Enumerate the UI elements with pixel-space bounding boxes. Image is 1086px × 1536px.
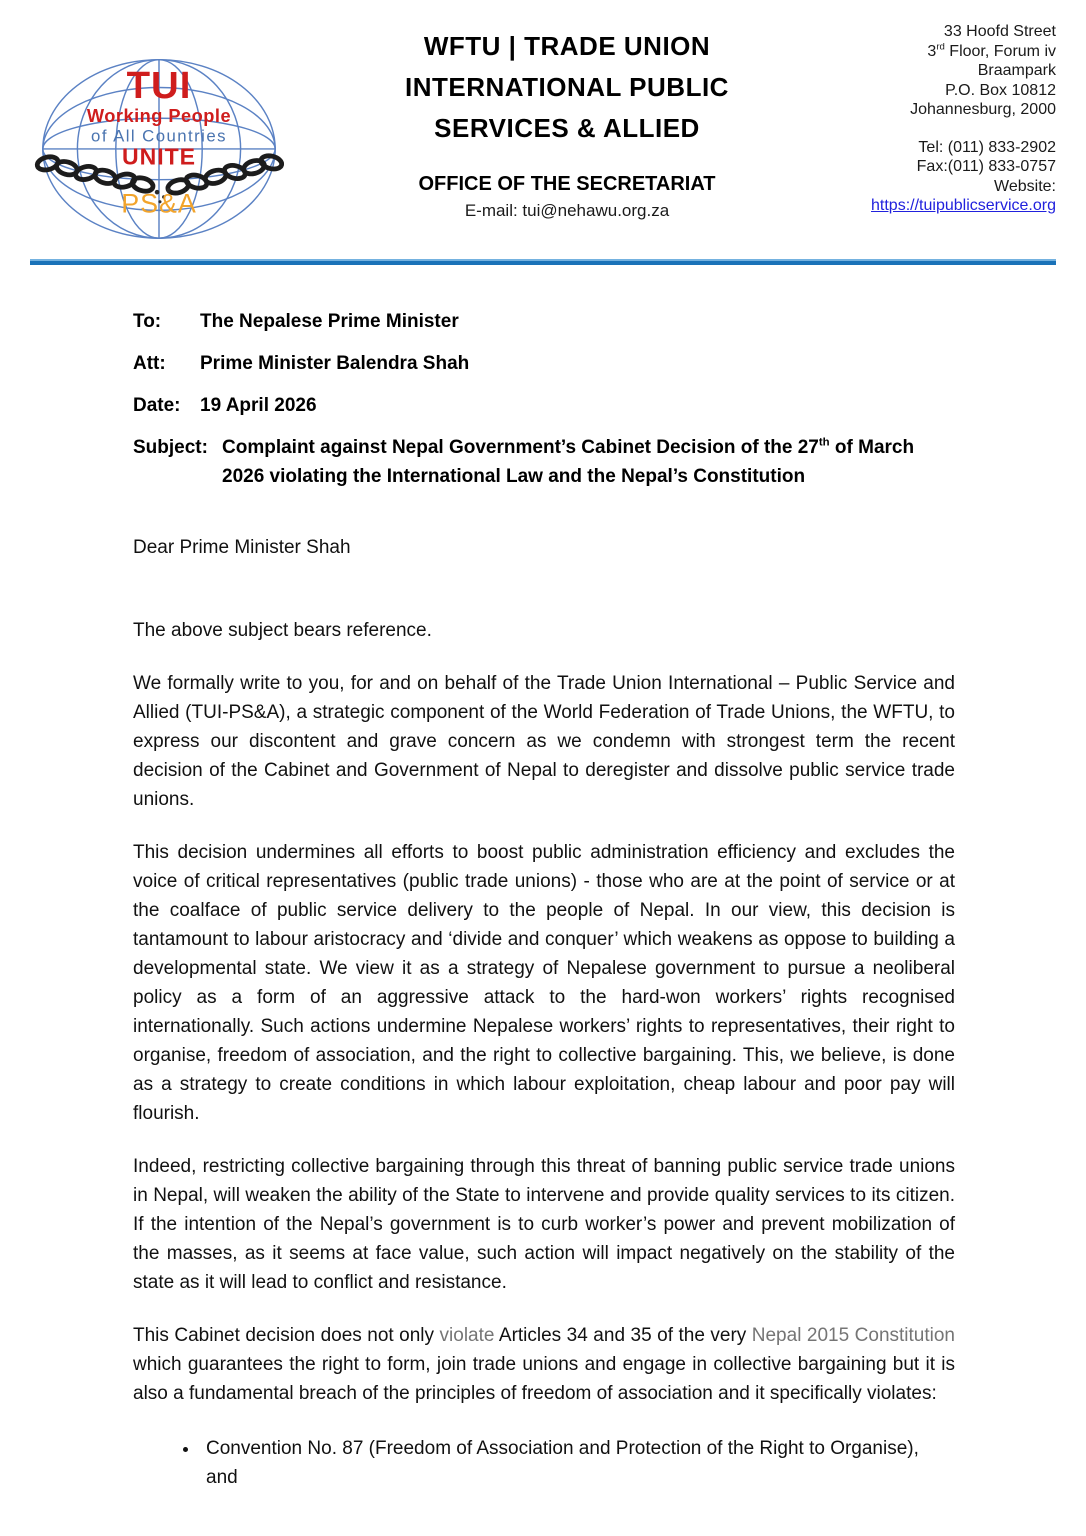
att-value: Prime Minister Balendra Shah [200, 353, 470, 374]
website-label: Website: [994, 177, 1056, 195]
meta-att [133, 349, 955, 378]
logo-tagline-3: UNITE [122, 143, 196, 170]
bullet-convention-87: • Convention No. 87 (Freedom of Association and Protection of the Right to Organise), and [200, 1434, 955, 1492]
tui-logo [34, 52, 290, 249]
salutation: Dear Prime Minister Shah [133, 537, 351, 558]
paragraph-reference: The above subject bears reference. [133, 620, 432, 641]
org-title-line-2: INTERNATIONAL PUBLIC [405, 72, 729, 102]
address-floor-ordinal: rd [936, 41, 945, 53]
att-label: Att: [133, 353, 166, 374]
to-value: The Nepalese Prime Minister [200, 311, 459, 332]
p5-text-2: Articles 34 and 35 of the very [494, 1325, 752, 1346]
p5-text-1: This Cabinet decision does not only [133, 1325, 440, 1346]
bullet-list [133, 1434, 955, 1492]
letterhead [0, 0, 1086, 249]
to-label: To: [133, 311, 162, 332]
address-floor-rest: Floor, Forum iv [944, 42, 1056, 60]
address-line-floor [844, 42, 1056, 62]
logo-suffix: PS&A [121, 188, 197, 219]
paragraph-cabinet-violation [133, 1321, 955, 1408]
paragraph-decision-undermines: This decision undermines all efforts to boost public administration efficiency and excludes the voice of critical representatives (public trade unions) - those who are at the point of service or at the coalface of public service delivery to the people of Nepal. In our view, this decision is tantamount to labour aristocracy and ‘divide and conquer’ which weakens as oppose to building a developmental state. We view it as a strategy of Nepalese government to pursue a neoliberal policy as a form of an aggressive attack to the hard-won workers’ rights recognised internationally. Such actions undermine Nepalese workers’ rights to representatives, their right to organise, freedom of association, and the right to collective bargaining. This, we believe, is done as a strategy to create conditions in which labour exploitation, cheap labour and poor pay will flourish. [133, 842, 955, 1124]
address-floor-number: 3 [927, 42, 937, 60]
address-line-street: 33 Hoofd Street [943, 23, 1056, 40]
address-line-city: Johannesburg, 2000 [910, 101, 1056, 118]
header-divider-rule [30, 259, 1056, 265]
org-title-line-1: WFTU | TRADE UNION [423, 31, 711, 61]
fax-line: Fax:(011) 833-0757 [916, 158, 1056, 175]
p5-violate-phrase: violate [439, 1325, 495, 1346]
address-line-braampark: Braampark [977, 62, 1056, 79]
tel-line: Tel: (011) 833-2902 [918, 138, 1056, 156]
subject-value [222, 433, 955, 491]
address-line-pobox: P.O. Box 10812 [945, 81, 1056, 99]
tui-globe-logo-svg [34, 52, 284, 244]
address-spacer [844, 120, 1056, 138]
org-title-block [290, 26, 844, 221]
p5-text-3: which guarantees the right to form, join trade unions and engage in collective bargaining but it is also a fundamental breach of the principles of freedom of association and it specifically violates: [133, 1354, 955, 1404]
logo-tagline-1: Working People [86, 105, 232, 127]
subject-label: Subject: [133, 437, 208, 458]
website-link[interactable]: https://tuipublicservice.org [871, 197, 1056, 214]
date-label: Date: [133, 395, 181, 416]
meta-date [133, 391, 955, 420]
subject-text-post: of March 2026 violating the International Law and the Nepal’s Constitution [222, 437, 915, 487]
logo-acronym: TUI [126, 64, 192, 108]
date-value: 19 April 2026 [200, 395, 317, 416]
address-block [844, 22, 1056, 216]
meta-subject [133, 433, 955, 491]
office-of-secretariat: OFFICE OF THE SECRETARIAT [418, 173, 716, 195]
email-line: E-mail: tui@nehawu.org.za [464, 201, 670, 220]
p5-constitution-phrase: Nepal 2015 Constitution [751, 1325, 955, 1346]
org-title-line-3: SERVICES & ALLIED [434, 113, 700, 143]
subject-ordinal: th [818, 436, 830, 449]
paragraph-intro: We formally write to you, for and on behalf of the Trade Union International – Public Service and Allied (TUI-PS&A), a strategic component of the World Federation of Trade Unions, the WFTU, to express our discontent and grave concern as we condemn with strongest term the recent decision of the Cabinet and Government of Nepal to deregister and dissolve public service trade unions. [133, 673, 955, 810]
subject-text-pre: Complaint against Nepal Government’s Cabinet Decision of the 27 [222, 437, 819, 458]
letter-body [133, 307, 955, 1492]
paragraph-collective-bargaining: Indeed, restricting collective bargaining through this threat of banning public service trade unions in Nepal, will weaken the ability of the State to intervene and provide quality services to its citizen. If the intention of the Nepal’s government is to curb worker’s power and prevent mobilization of the masses, as it seems at face value, such action will impact negatively on the stability of the state as it will lead to conflict and resistance. [133, 1156, 955, 1293]
meta-to [133, 307, 955, 336]
logo-tagline-2: of All Countries [91, 126, 227, 146]
